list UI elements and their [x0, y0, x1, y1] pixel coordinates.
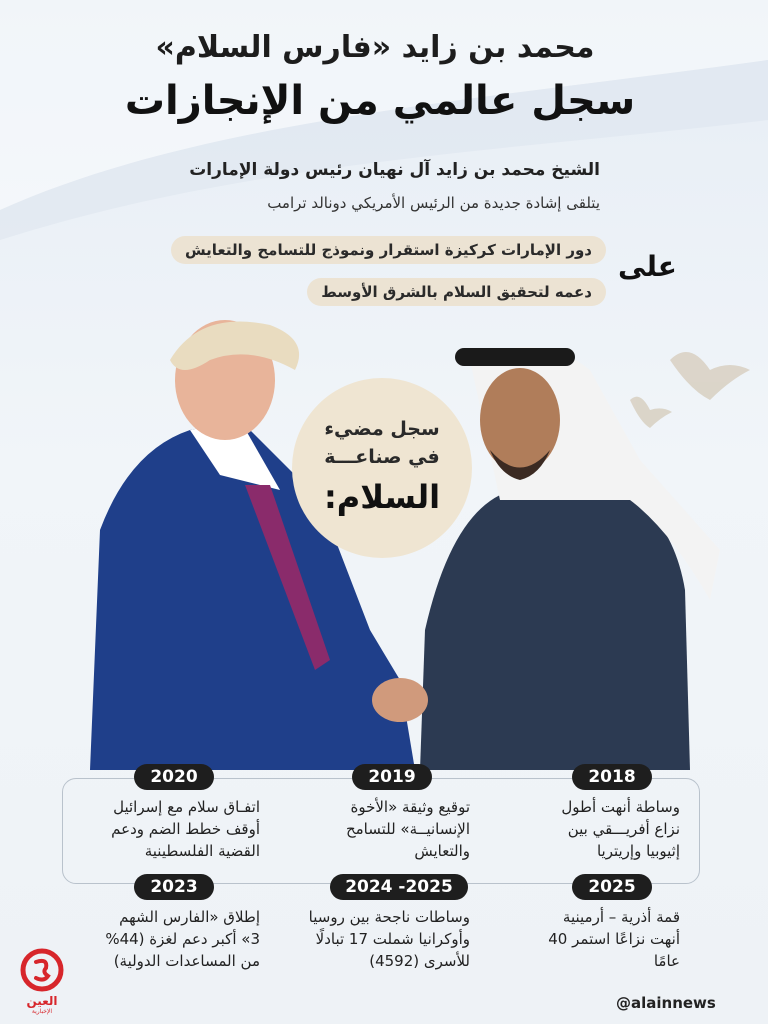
timeline-text-line: نزاع أفريـــقي بين	[567, 820, 680, 838]
logo-subtext: الإخبارية	[31, 1008, 53, 1015]
timeline-text-line: عامًا	[653, 952, 680, 970]
year-badge-2018: 2018	[572, 764, 652, 790]
circle-line3: السلام:	[323, 478, 441, 516]
headline-line1: محمد بن زايد «فارس السلام»	[155, 30, 595, 65]
timeline-text-line: إثيوبيا وإريتريا	[596, 842, 680, 860]
ain-logo-icon	[14, 948, 70, 992]
highlight-circle	[292, 378, 472, 558]
social-handle: @alainnews	[616, 994, 716, 1012]
point-pill-2: دعمه لتحقيق السلام بالشرق الأوسط	[307, 278, 606, 306]
year-badge-2025: 2025	[572, 874, 652, 900]
timeline-text-line: القضية الفلسطينية	[144, 842, 260, 860]
timeline-text-line: والتعايش	[414, 842, 470, 860]
timeline-text-line: وساطة أنهت أطول	[561, 798, 680, 816]
point-pill-1: دور الإمارات كركيزة استقرار ونموذج للتسامح والتعايش	[171, 236, 606, 264]
circle-line2: في صناعـــة	[324, 446, 440, 468]
timeline-text-line: اتفـاق سلام مع إسرائيل	[113, 798, 260, 816]
timeline-text-line: للأسرى (4592)	[369, 952, 470, 970]
timeline-text-line: من المساعدات الدولية)	[113, 952, 260, 970]
timeline-item-2024-2025	[270, 906, 470, 972]
timeline-item-2025	[500, 906, 680, 972]
year-badge-2024-2025: 2024 -2025	[330, 874, 468, 900]
year-badge-2023: 2023	[134, 874, 214, 900]
brand-logo	[14, 948, 70, 1015]
timeline-text-line: إطلاق «الفارس الشهم	[119, 908, 260, 926]
timeline-item-2023	[70, 906, 260, 972]
timeline-item-2020	[70, 796, 260, 862]
timeline-text-line: وساطات ناجحة بين روسيا	[308, 908, 470, 926]
intro-line1: الشيخ محمد بن زايد آل نهيان رئيس دولة الإمارات	[189, 160, 600, 180]
timeline-item-2018	[500, 796, 680, 862]
timeline-text-line: أوقف خطط الضم ودعم	[111, 820, 260, 838]
doves-illustration	[630, 352, 750, 428]
circle-line1: سجل مضيء	[324, 418, 440, 440]
year-badge-2020: 2020	[134, 764, 214, 790]
timeline-text-line: 3» أكبر دعم لغزة (44%	[105, 930, 260, 948]
timeline-item-2019	[285, 796, 470, 862]
timeline-text-line: قمة أذرية – أرمينية	[562, 908, 680, 926]
logo-text: العين	[26, 994, 58, 1008]
timeline-text-line: وأوكرانيا شملت 17 تبادلًا	[315, 930, 470, 948]
year-badge-2019: 2019	[352, 764, 432, 790]
timeline-text-line: الإنسانيــة» للتسامح	[345, 820, 470, 838]
timeline-text-line: أنهت نزاعًا استمر 40	[548, 930, 680, 948]
timeline-text-line: توقيع وثيقة «الأخوة	[350, 798, 470, 816]
headline-line2: سجل عالمي من الإنجازات	[124, 78, 636, 124]
intro-line2: يتلقى إشادة جديدة من الرئيس الأمريكي دونالد ترامب	[267, 194, 600, 212]
on-label: على	[618, 250, 677, 283]
